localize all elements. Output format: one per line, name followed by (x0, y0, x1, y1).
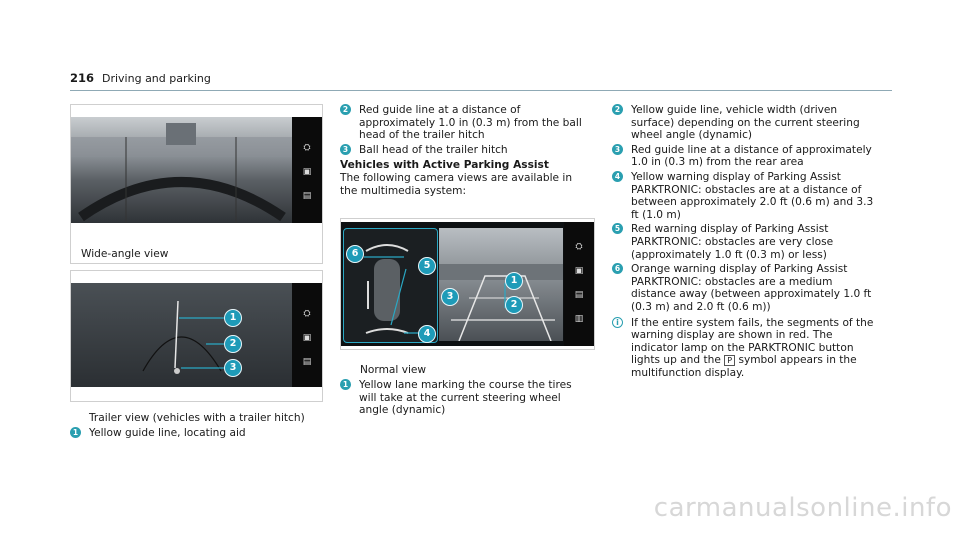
list-item (612, 171, 874, 221)
page-header (70, 70, 892, 91)
list-item (612, 223, 874, 261)
item-number: 6 (612, 263, 623, 274)
callout-6: 6 (346, 245, 364, 263)
camera-view-icon[interactable]: ⛭ (303, 143, 311, 153)
rear-camera-panel (439, 228, 563, 341)
info-note (612, 317, 874, 380)
camera-image-normal (341, 222, 594, 346)
item-number: 1 (70, 427, 81, 438)
caption-trailer-view: Trailer view (vehicles with a trailer hitch) (89, 412, 305, 424)
list-item (612, 144, 874, 169)
intro-text: The following camera views are available in the multimedia system: (340, 171, 573, 197)
parking-icon[interactable]: ▥ (574, 314, 584, 324)
caption-normal-view: Normal view (360, 364, 427, 376)
camera-sidebar (292, 283, 322, 387)
camera-view-icon[interactable]: ⛭ (575, 242, 583, 252)
rear-camera-scene (439, 228, 563, 341)
item-text: Red warning display of Parking Assist PARKTRONIC: obstacles are very close (approximately 1.0 ft (0.3 m) or less) (631, 223, 834, 261)
section-title: Driving and parking (102, 72, 211, 85)
watermark: carmanualsonline.info (653, 493, 952, 523)
car-rear-icon[interactable]: ▤ (574, 290, 584, 300)
callout-1: 1 (505, 272, 523, 290)
callout-5: 5 (418, 257, 436, 275)
item-text: Red guide line at a distance of approximately 1.0 in (0.3 m) from the ball head of the trailer hitch (359, 104, 582, 142)
callout-3: 3 (441, 288, 459, 306)
item-number: 5 (612, 223, 623, 234)
camera-view-icon[interactable]: ⛭ (303, 309, 311, 319)
callout-2: 2 (505, 296, 523, 314)
item-number: 2 (340, 104, 351, 115)
camera-image-wide-angle (71, 117, 322, 223)
callout-1: 1 (224, 309, 242, 327)
car-rear-icon[interactable]: ▤ (302, 357, 312, 367)
camera-image-trailer (71, 283, 322, 387)
item-text: Yellow guide line, vehicle width (driven surface) depending on the current steering wheel angle (dynamic) (631, 104, 860, 142)
car-front-icon[interactable]: ▣ (302, 333, 312, 343)
item-number: 2 (612, 104, 623, 115)
list-item (340, 379, 592, 417)
item-number: 3 (612, 144, 623, 155)
item-text: Orange warning display of Parking Assist PARKTRONIC: obstacles are a medium distance away (between approximately 1.0 ft (0.3 m) and 2.0 ft (0.6 m)) (631, 263, 872, 313)
page-number: 216 (70, 71, 95, 85)
subheading: Vehicles with Active Parking Assist (340, 159, 549, 172)
list-item (340, 104, 592, 142)
item-text: Red guide line at a distance of approximately 1.0 in (0.3 m) from the rear area (631, 143, 872, 169)
car-front-icon[interactable]: ▣ (302, 167, 312, 177)
item-text: Yellow warning display of Parking Assist PARKTRONIC: obstacles are at a distance of between approximately 2.0 ft (0.6 m) and 3.3 ft (1.0 m) (631, 170, 874, 221)
parktronic-symbol-icon: P (724, 355, 735, 366)
figure-trailer-view (70, 270, 323, 402)
item-number: 3 (340, 144, 351, 155)
info-text-after: symbol appears in the multifunction display. (631, 354, 857, 379)
car-front-icon[interactable]: ▣ (574, 266, 584, 276)
item-number: 4 (612, 171, 623, 182)
list-item (70, 427, 320, 440)
info-icon: i (612, 317, 623, 328)
col2-text (340, 104, 592, 197)
list-item (612, 263, 874, 313)
wide-angle-scene (71, 117, 292, 223)
callout-4: 4 (418, 325, 436, 343)
info-text-before: If the entire system fails, the segments of the warning display are shown in red. The indicator lamp on the PARKTRONIC button lights up and the (631, 316, 874, 367)
figure-wide-angle (70, 104, 323, 264)
col2-list-bottom (340, 379, 592, 419)
car-rear-icon[interactable]: ▤ (302, 191, 312, 201)
item-number: 1 (340, 379, 351, 390)
figure-normal-view (340, 218, 595, 350)
camera-sidebar (564, 222, 594, 346)
topdown-panel (343, 228, 438, 343)
item-text: Yellow lane marking the course the tires will take at the current steering wheel angle (dynamic) (359, 379, 572, 417)
callout-3: 3 (224, 359, 242, 377)
list-item (612, 104, 874, 142)
caption-wide-angle: Wide-angle view (81, 248, 169, 260)
trailer-scene (71, 283, 292, 387)
col1-list (70, 427, 320, 442)
camera-sidebar (292, 117, 322, 223)
callout-2: 2 (224, 335, 242, 353)
item-text: Yellow guide line, locating aid (89, 427, 246, 439)
col3-text (612, 104, 874, 381)
list-item (340, 144, 592, 157)
item-text: Ball head of the trailer hitch (359, 143, 508, 156)
